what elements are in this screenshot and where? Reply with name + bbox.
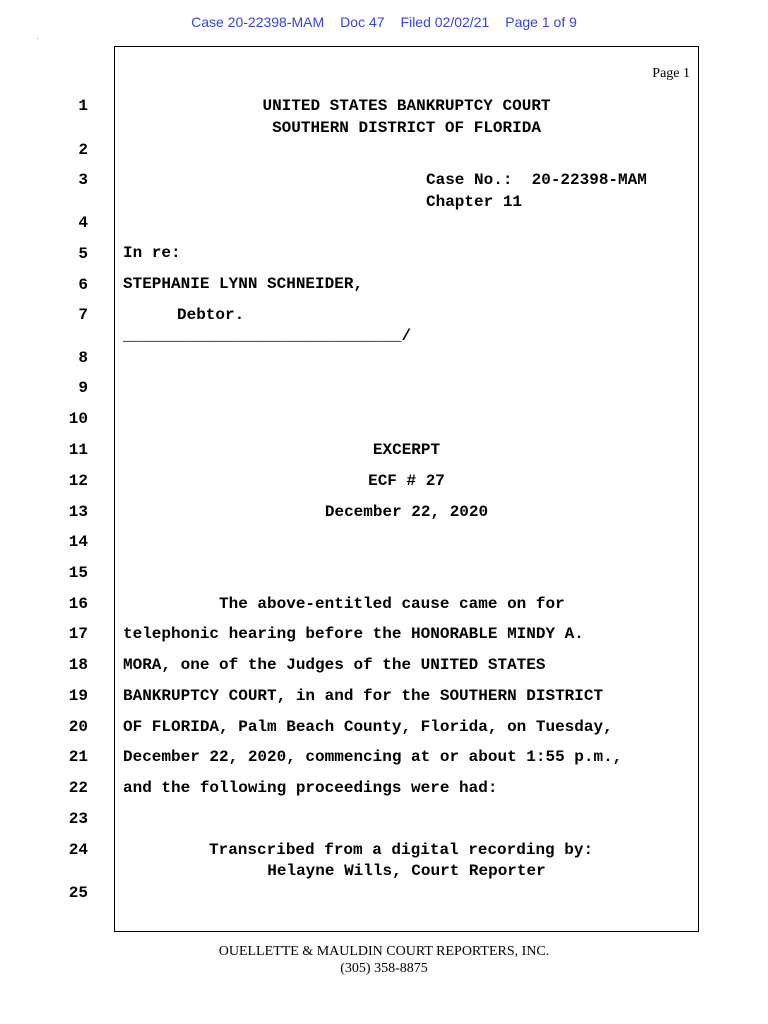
in-re: In re: bbox=[123, 244, 181, 262]
line-number: 5 bbox=[78, 245, 88, 263]
court-name: UNITED STATES BANKRUPTCY COURT bbox=[262, 97, 551, 115]
line-number: 8 bbox=[78, 349, 88, 367]
line-number: 11 bbox=[68, 441, 88, 459]
ecf-doc-number: Doc 47 bbox=[340, 14, 385, 30]
line-number: 19 bbox=[68, 687, 88, 705]
body-line: BANKRUPTCY COURT, in and for the SOUTHERN DISTRICT bbox=[123, 687, 604, 705]
line-number: 17 bbox=[68, 625, 88, 643]
court-reporter: Helayne Wills, Court Reporter bbox=[267, 862, 546, 880]
line-number: 6 bbox=[78, 276, 88, 294]
line-number: 21 bbox=[68, 748, 88, 766]
line-number: 15 bbox=[68, 564, 88, 582]
scan-speck bbox=[37, 38, 38, 39]
body-line: MORA, one of the Judges of the UNITED STATES bbox=[123, 656, 546, 674]
body-line: December 22, 2020, commencing at or about 1:55 p.m., bbox=[123, 748, 623, 766]
body-line: OF FLORIDA, Palm Beach County, Florida, on Tuesday, bbox=[123, 718, 613, 736]
line-number: 1 bbox=[78, 97, 88, 115]
transcript-page-number: Page 1 bbox=[652, 66, 690, 81]
debtor-name: STEPHANIE LYNN SCHNEIDER, bbox=[123, 275, 364, 293]
line-number: 14 bbox=[68, 533, 88, 551]
caption-rule: _____________________________/ bbox=[123, 327, 412, 345]
debtor-label: Debtor. bbox=[177, 306, 245, 324]
body-line: telephonic hearing before the HONORABLE MINDY A. bbox=[123, 625, 584, 643]
court-district: SOUTHERN DISTRICT OF FLORIDA bbox=[272, 119, 541, 137]
line-number: 13 bbox=[68, 503, 88, 521]
line-number: 2 bbox=[78, 141, 88, 159]
line-number: 12 bbox=[68, 472, 88, 490]
ecf-filing-header bbox=[0, 14, 768, 30]
line-number: 4 bbox=[78, 214, 88, 232]
case-number: Case No.: 20-22398-MAM bbox=[426, 171, 647, 189]
line-number: 23 bbox=[68, 810, 88, 828]
footer-company: OUELLETTE & MAULDIN COURT REPORTERS, INC. bbox=[218, 944, 550, 959]
line-number: 25 bbox=[68, 884, 88, 902]
line-number: 16 bbox=[68, 595, 88, 613]
ecf-page-count: Page 1 of 9 bbox=[505, 14, 577, 30]
line-number: 10 bbox=[68, 410, 88, 428]
line-number: 22 bbox=[68, 779, 88, 797]
line-number: 18 bbox=[68, 656, 88, 674]
ecf-case-number: Case 20-22398-MAM bbox=[191, 14, 325, 30]
chapter: Chapter 11 bbox=[426, 193, 523, 211]
transcription-note: Transcribed from a digital recording by: bbox=[209, 841, 594, 859]
hearing-date: December 22, 2020 bbox=[324, 503, 489, 521]
ecf-reference: ECF # 27 bbox=[368, 472, 445, 490]
line-number: 9 bbox=[78, 379, 88, 397]
body-line: The above-entitled cause came on for bbox=[123, 595, 565, 613]
line-number: 3 bbox=[78, 171, 88, 189]
footer-phone: (305) 358-8875 bbox=[340, 961, 428, 976]
line-number: 24 bbox=[68, 841, 88, 859]
line-number: 20 bbox=[68, 718, 88, 736]
line-number: 7 bbox=[78, 306, 88, 324]
ecf-filed-date: Filed 02/02/21 bbox=[400, 14, 490, 30]
body-line: and the following proceedings were had: bbox=[123, 779, 498, 797]
excerpt-title: EXCERPT bbox=[372, 441, 441, 459]
